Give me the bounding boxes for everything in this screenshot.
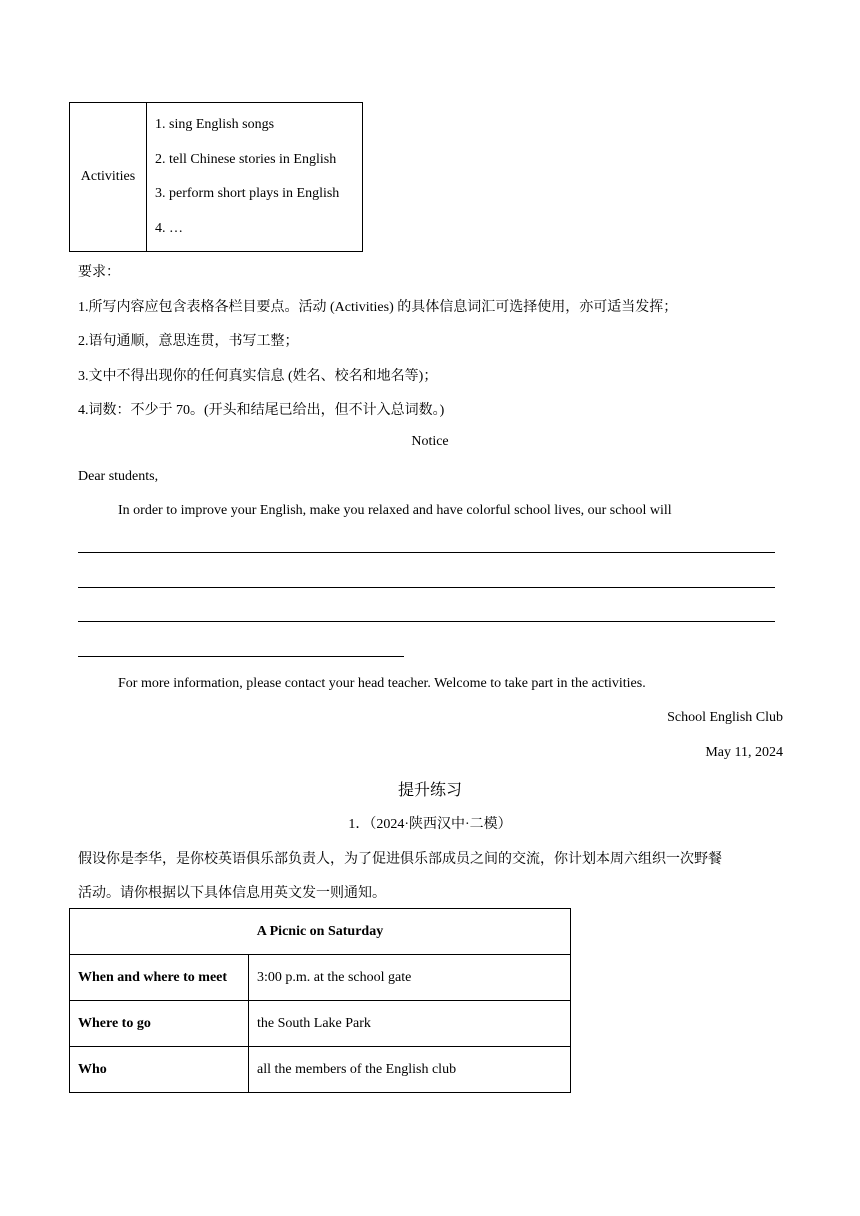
notice-closing: For more information, please contact your head teacher. Welcome to take part in the activities. bbox=[118, 676, 646, 691]
table-value: all the members of the English club bbox=[249, 1047, 571, 1093]
notice-title: Notice bbox=[411, 434, 449, 449]
activity-item: 1. sing English songs bbox=[155, 117, 275, 132]
question-prompt-line: 假设你是李华，是你校英语俱乐部负责人，为了促进俱乐部成员之间的交流，你计划本周六组织一次野餐 bbox=[78, 852, 722, 867]
table-row bbox=[70, 955, 571, 1001]
table-key: When and where to meet bbox=[70, 955, 249, 1001]
activities-label: Activities bbox=[70, 103, 147, 252]
activity-item: 2. tell Chinese stories in English bbox=[155, 151, 337, 167]
requirement-item: 1.所写内容应包含表格各栏目要点。活动 (Activities) 的具体信息词汇可选择使用，亦可适当发挥； bbox=[78, 300, 678, 315]
notice-date: May 11, 2024 bbox=[705, 745, 783, 760]
requirement-item: 4.词数：不少于 70。(开头和结尾已给出，但不计入总词数。) bbox=[78, 403, 445, 418]
table-key: Where to go bbox=[70, 1001, 249, 1047]
writing-line bbox=[78, 656, 404, 657]
requirement-item: 3.文中不得出现你的任何真实信息 (姓名、校名和地名等)； bbox=[78, 369, 438, 384]
question-number: 1．（2024·陕西汉中·二模） bbox=[348, 817, 512, 832]
picnic-table-title: A Picnic on Saturday bbox=[70, 909, 571, 955]
table-value: the South Lake Park bbox=[249, 1001, 571, 1047]
picnic-table bbox=[69, 908, 571, 1093]
notice-opening: In order to improve your English, make you relaxed and have colorful school lives, our school will bbox=[118, 503, 672, 518]
requirement-item: 2.语句通顺，意思连贯，书写工整； bbox=[78, 334, 299, 349]
question-prompt-line: 活动。请你根据以下具体信息用英文发一则通知。 bbox=[78, 886, 386, 901]
requirements-heading: 要求： bbox=[78, 265, 120, 280]
table-row bbox=[70, 1047, 571, 1093]
activity-item: 4. … bbox=[155, 220, 183, 236]
notice-signature: School English Club bbox=[667, 710, 783, 725]
section-title: 提升练习 bbox=[397, 782, 462, 799]
table-row bbox=[70, 1001, 571, 1047]
activities-table bbox=[69, 102, 363, 252]
activity-item: 3. perform short plays in English bbox=[155, 186, 340, 201]
activities-list bbox=[147, 103, 363, 252]
writing-line bbox=[78, 621, 775, 622]
table-key: Who bbox=[70, 1047, 249, 1093]
writing-line bbox=[78, 587, 775, 588]
notice-salutation: Dear students, bbox=[78, 469, 159, 484]
table-value: 3:00 p.m. at the school gate bbox=[249, 955, 571, 1001]
writing-line bbox=[78, 552, 775, 553]
